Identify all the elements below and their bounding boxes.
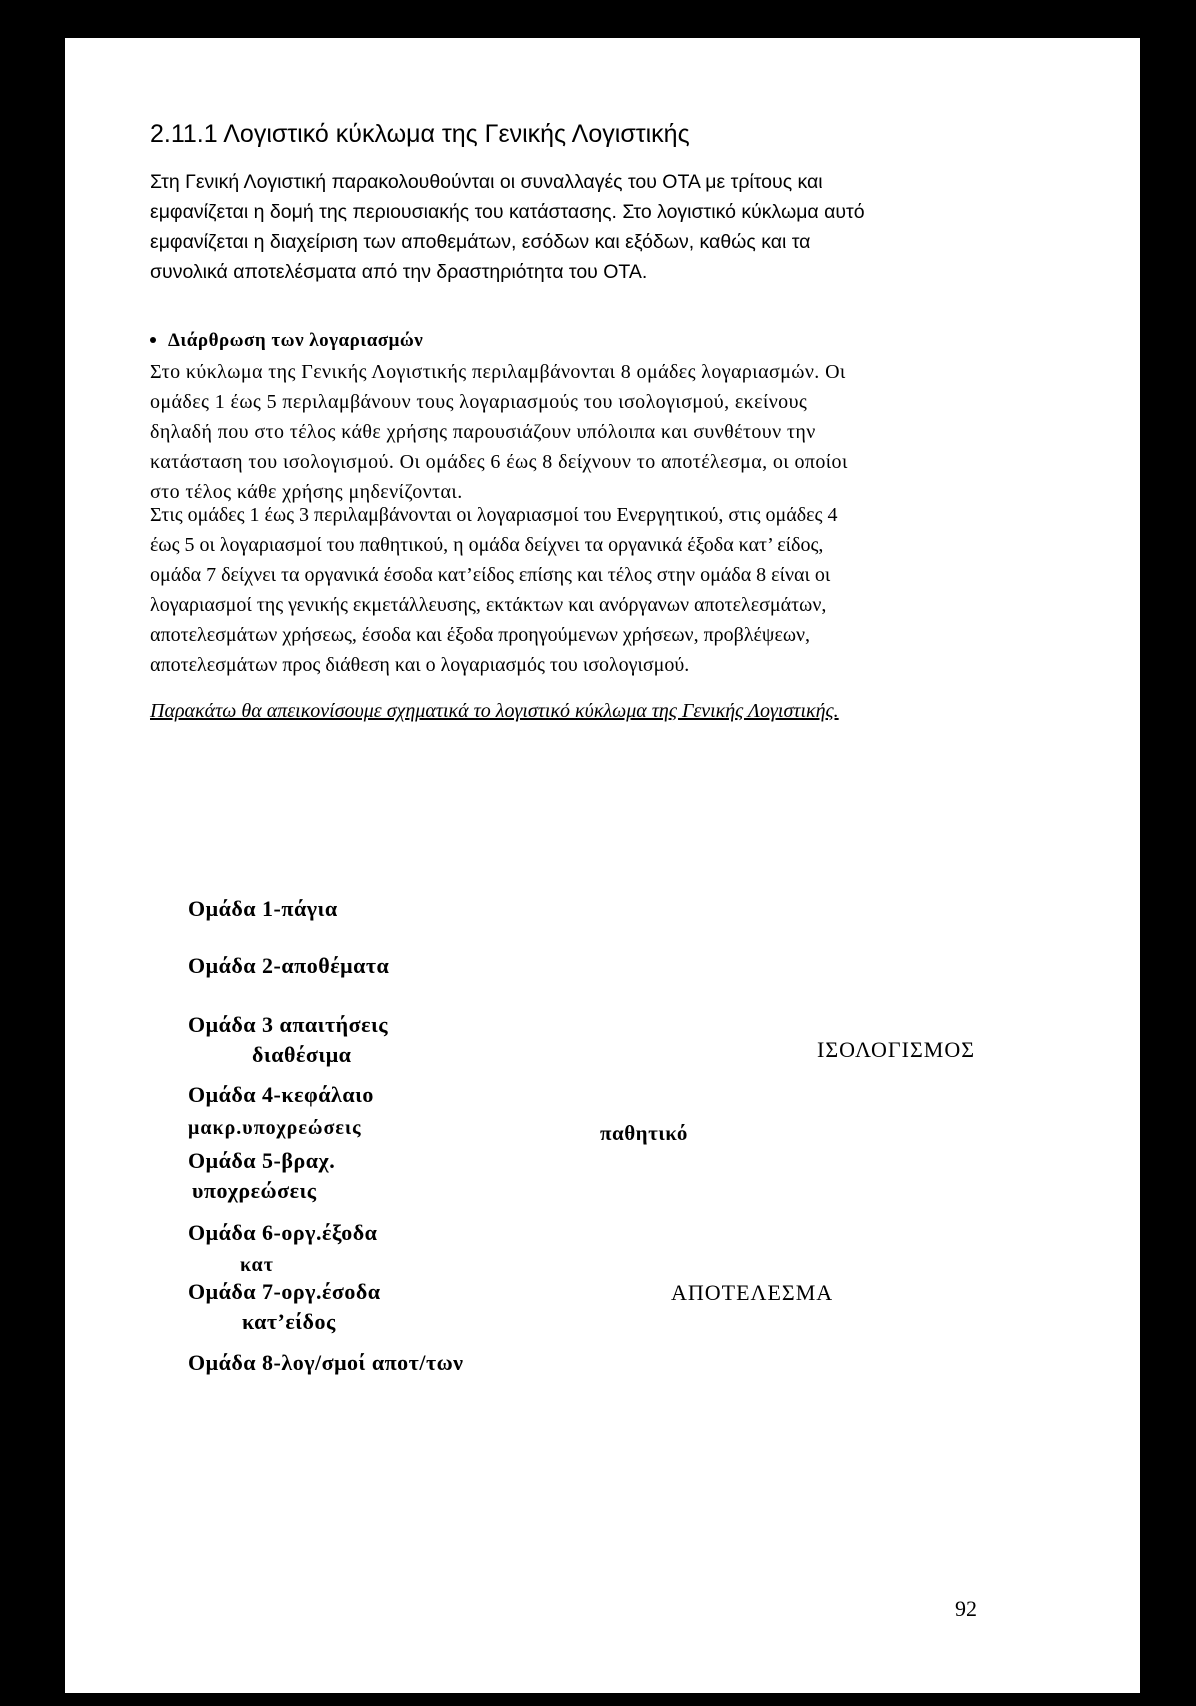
group-5-label (188, 1148, 335, 1204)
intro-line: Στη Γενική Λογιστική παρακολουθούνται οι συναλλαγές του ΟΤΑ με τρίτους και (150, 171, 823, 193)
groups-line: αποτελεσμάτων προς διάθεση και ο λογαριασμός του ισολογισμού. (150, 654, 690, 676)
group-2-label: Ομάδα 2-αποθέματα (188, 953, 390, 978)
group-5-line-1: Ομάδα 5-βραχ. (188, 1148, 336, 1173)
structure-title-text: Διάρθρωση των λογαριασμών (168, 330, 424, 351)
groups-line: έως 5 οι λογαριασμοί του παθητικού, η ομάδα δείχνει τα οργανικά έξοδα κατ’ είδος, (150, 534, 824, 556)
intro-line: συνολικά αποτελέσματα από την δραστηριότητα του ΟΤΑ. (150, 261, 648, 283)
group-7-line-2: κατ’είδος (242, 1309, 336, 1334)
structure-line: ομάδες 1 έως 5 περιλαμβάνουν τους λογαριασμούς του ισολογισμού, εκείνους (150, 391, 808, 413)
liabilities-label: παθητικό (600, 1121, 688, 1145)
intro-line: εμφανίζεται η διαχείριση των αποθεμάτων, εσόδων και εξόδων, καθώς και τα (150, 231, 811, 253)
group-6-cut-line (240, 1254, 274, 1262)
intro-line: εμφανίζεται η δομή της περιουσιακής του κατάστασης. Στο λογιστικό κύκλωμα αυτό (150, 201, 865, 223)
groups-line: λογαριασμοί της γενικής εκμετάλλευσης, εκτάκτων και ανόργανων αποτελεσμάτων, (150, 594, 827, 616)
group-8-label: Ομάδα 8-λογ/σμοί αποτ/των (188, 1350, 464, 1375)
group-3-line-2: διαθέσιμα (252, 1042, 352, 1067)
groups-line: αποτελεσμάτων χρήσεως, έσοδα και έξοδα προηγούμενων χρήσεων, προβλέψεων, (150, 624, 811, 646)
group-6-label: Ομάδα 6-οργ.έξοδα (188, 1220, 378, 1245)
result-label: ΑΠΟΤΕΛΕΣΜΑ (671, 1280, 834, 1305)
structure-line: δηλαδή που στο τέλος κάθε χρήσης παρουσιάζουν υπόλοιπα και συνθέτουν την (150, 421, 816, 443)
intro-paragraph (150, 167, 1030, 287)
structure-line: κατάσταση του ισολογισμού. Οι ομάδες 6 έως 8 δείχνουν το αποτέλεσμα, οι οποίοι (150, 451, 848, 473)
group-7-line-1: Ομάδα 7-οργ.έσοδα (188, 1279, 381, 1304)
structure-line: στο τέλος κάθε χρήσης μηδενίζονται. (150, 481, 463, 503)
group-3-line-1: Ομάδα 3 απαιτήσεις (188, 1012, 389, 1037)
group-3-label (188, 1012, 388, 1068)
page-number: 92 (955, 1596, 977, 1621)
group-4-cut-line: μακρ.υποχρεώσεις (188, 1117, 362, 1139)
structure-paragraph (150, 357, 1030, 507)
groups-paragraph (150, 500, 1030, 680)
balance-sheet-label: ΙΣΟΛΟΓΙΣΜΟΣ (817, 1037, 976, 1062)
structure-bullet-title (150, 330, 423, 352)
structure-line: Στο κύκλωμα της Γενικής Λογιστικής περιλαμβάνονται 8 ομάδες λογαριασμών. Οι (150, 361, 846, 383)
groups-line: ομάδα 7 δείχνει τα οργανικά έσοδα κατ’είδος επίσης και τέλος στην ομάδα 8 είναι οι (150, 564, 831, 586)
group-4-label: Ομάδα 4-κεφάλαιο (188, 1082, 374, 1107)
section-heading: 2.11.1 Λογιστικό κύκλωμα της Γενικής Λογιστικής (150, 120, 690, 148)
groups-line: Στις ομάδες 1 έως 3 περιλαμβάνονται οι λογαριασμοί του Ενεργητικού, στις ομάδες 4 (150, 504, 838, 526)
group-1-label: Ομάδα 1-πάγια (188, 896, 338, 921)
diagram-intro-note: Παρακάτω θα απεικονίσουμε σχηματικά το λογιστικό κύκλωμα της Γενικής Λογιστικής. (150, 700, 839, 722)
bullet-icon (150, 337, 156, 343)
group-5-line-2: υποχρεώσεις (192, 1178, 317, 1203)
group-7-label (188, 1279, 381, 1335)
